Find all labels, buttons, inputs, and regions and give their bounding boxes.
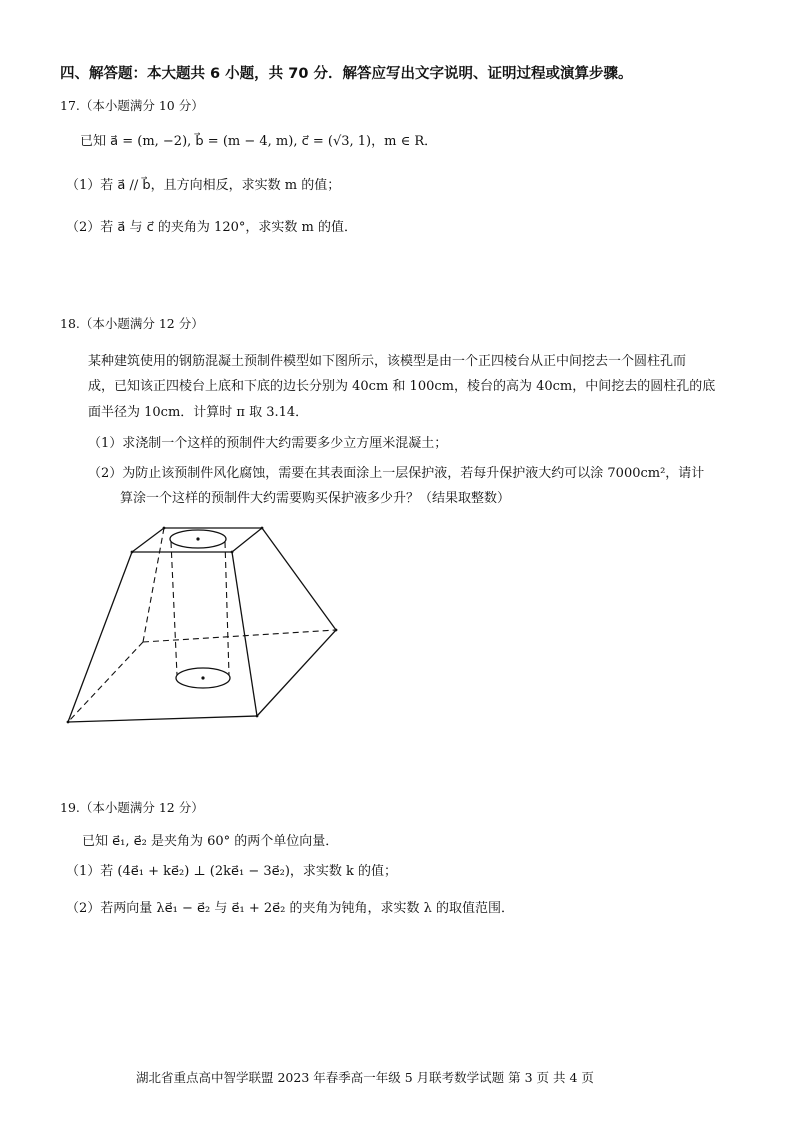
q18-part1: （1）求浇制一个这样的预制件大约需要多少立方厘米混凝土； [88,436,448,451]
q18-heading: 18.（本小题满分 12 分） [60,316,204,331]
q19-given: 已知 e⃗₁, e⃗₂ 是夹角为 60° 的两个单位向量． [82,834,339,849]
page-footer: 湖北省重点高中智学联盟 2023 年春季高一年级 5 月联考数学试题 第 3 页 共 4 页 [136,1070,594,1085]
q19-heading: 19.（本小题满分 12 分） [60,800,204,815]
q17-given: 已知 a⃗ = (m, −2), b⃗ = (m − 4, m), c⃗ = (√3, 1)，m ∈ R． [80,134,438,149]
q17-part2: （2）若 a⃗ 与 c⃗ 的夹角为 120°，求实数 m 的值． [66,220,357,235]
q18-line3: 面半径为 10cm．计算时 π 取 3.14． [88,405,309,420]
q17-part1: （1）若 a⃗ // b⃗，且方向相反，求实数 m 的值； [66,178,341,193]
q19-part2: （2）若两向量 λe⃗₁ − e⃗₂ 与 e⃗₁ + 2e⃗₂ 的夹角为钝角，求实数 λ 的取值范围． [66,901,514,916]
frustum-figure [60,520,350,730]
q19-part1: （1）若 (4e⃗₁ + ke⃗₂) ⊥ (2ke⃗₁ − 3e⃗₂)，求实数 k 的值； [66,864,398,879]
q18-part2-line1: （2）为防止该预制件风化腐蚀，需要在其表面涂上一层保护液，若每升保护液大约可以涂 7000cm²，请计 [88,466,705,481]
q18-part2-line2: 算涂一个这样的预制件大约需要购买保护液多少升？（结果取整数） [120,491,511,506]
q18-line2: 成，已知该正四棱台上底和下底的边长分别为 40cm 和 100cm，棱台的高为 40cm，中间挖去的圆柱孔的底 [88,379,716,394]
q18-line1: 某种建筑使用的钢筋混凝土预制件模型如下图所示，该模型是由一个正四棱台从正中间挖去一个圆柱孔而 [88,354,687,369]
section-header: 四、解答题：本大题共 6 小题，共 70 分．解答应写出文字说明、证明过程或演算步骤。 [60,66,633,82]
q17-heading: 17.（本小题满分 10 分） [60,98,204,113]
